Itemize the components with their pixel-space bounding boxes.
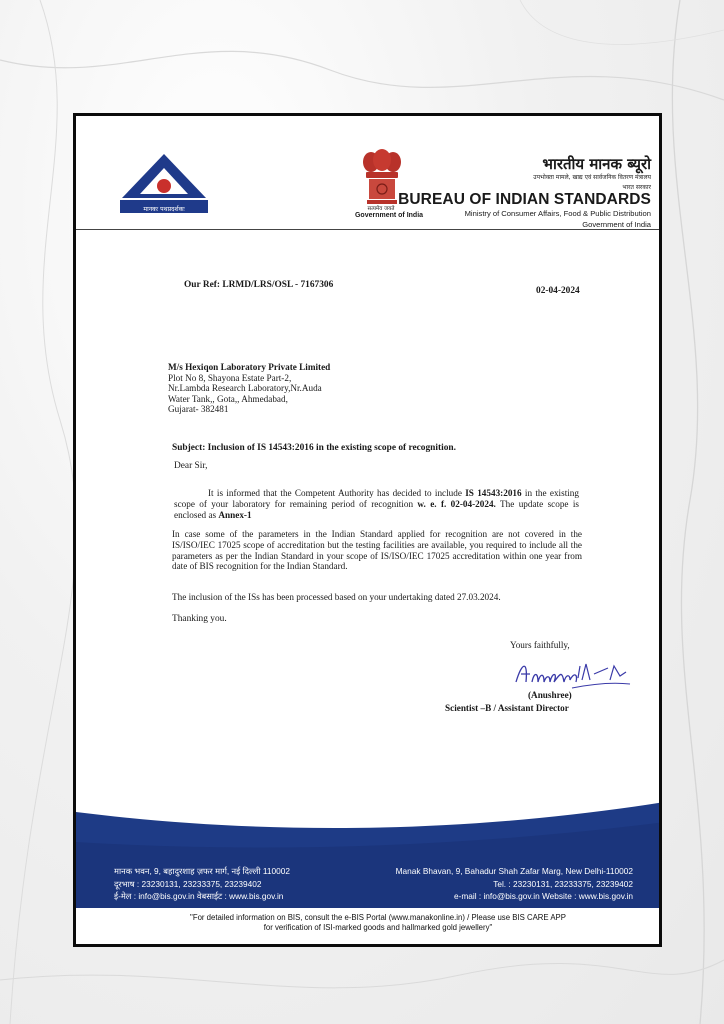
closing: Yours faithfully,: [510, 640, 570, 650]
address-line: Gujarat- 382481: [168, 404, 229, 415]
para1-text: It is informed that the Competent Authority has decided to include: [208, 488, 466, 498]
footer-hindi-phone: दूरभाष : 23230131, 23233375, 23239402: [114, 878, 262, 889]
subject-line: Subject: Inclusion of IS 14543:2016 in the existing scope of recognition.: [172, 443, 456, 453]
footer-note-line: "For detailed information on BIS, consult the e-BIS Portal (www.manakonline.in) / Please use BIS CARE APP: [190, 913, 566, 922]
effective-date: w. e. f. 02-04-2024.: [417, 498, 496, 509]
footer-address: Manak Bhavan, 9, Bahadur Shah Zafar Marg, New Delhi-110002: [395, 866, 633, 876]
annex-reference: Annex-1: [218, 509, 252, 520]
recipient-name: M/s Hexiqon Laboratory Private Limited: [168, 362, 331, 372]
hindi-org-title: भारतीय मानक ब्यूरो: [542, 155, 651, 173]
government-name: Government of India: [582, 220, 651, 229]
signatory-title: Scientist –B / Assistant Director: [445, 703, 569, 713]
thanking-line: Thanking you.: [172, 614, 227, 624]
address-line: Plot No 8, Shayona Estate Part-2,: [168, 372, 292, 383]
letter-page: [73, 113, 662, 947]
body-paragraph-3: The inclusion of the ISs has been processed based on your undertaking dated 27.03.2024.: [172, 592, 501, 602]
hindi-ministry: उपभोक्ता मामले, खाद्य एवं सार्वजनिक वितरण मंत्रालय: [533, 174, 651, 181]
salutation: Dear Sir,: [174, 461, 208, 471]
header-divider: [76, 229, 662, 230]
bis-logo-caption: मानकः पथप्रदर्शकः: [143, 206, 185, 213]
emblem-motto: सत्यमेव जयते: [367, 206, 395, 212]
para1-text: in the existing scope of your laboratory for remaining period of recognition: [174, 488, 579, 509]
body-paragraph-2: In case some of the parameters in the Indian Standard applied for recognition are not covered in the IS/ISO/IEC 17025 scope of accreditation but the testing facilities are available, you required to include all the parameters as per the Indian Standard in your scope of IS/ISO/IEC 17025 accreditation within one year from date of BIS recognition for the Indian Standard.: [172, 529, 582, 572]
recipient-address: [168, 362, 330, 415]
body-paragraph-1: [174, 488, 579, 520]
footer-hindi-contact: [114, 865, 290, 903]
footer-note: [138, 913, 618, 933]
org-name: BUREAU OF INDIAN STANDARDS: [398, 191, 651, 208]
address-line: Water Tank,, Gota,, Ahmedabad,: [168, 393, 288, 404]
footer-hindi-email: ई-मेल : info@bis.gov.in वेबसाईट : www.bis.gov.in: [114, 891, 284, 901]
footer-note-line: for verification of ISI-marked goods and hallmarked gold jewellery": [263, 923, 493, 932]
emblem-caption: Government of India: [354, 212, 424, 219]
footer-hindi-address: मानक भवन, 9, बहादुरशाह ज़फर मार्ग, नई दिल्ली 110002: [114, 866, 290, 876]
signatory-name: (Anushree): [528, 690, 572, 700]
footer-phone: Tel. : 23230131, 23233375, 23239402: [493, 878, 633, 889]
standard-number: IS 14543:2016: [465, 488, 522, 498]
footer-english-contact: [396, 865, 633, 903]
footer-email-website: e-mail : info@bis.gov.in Website : www.bis.gov.in: [453, 891, 633, 901]
para1-text: The update scope is enclosed as: [174, 498, 579, 520]
ministry-name: Ministry of Consumer Affairs, Food & Public Distribution: [464, 209, 651, 218]
letter-date: 02-04-2024: [536, 286, 580, 296]
hindi-government: भारत सरकार: [622, 184, 651, 191]
address-line: Nr.Lambda Research Laboratory,Nr.Auda: [168, 383, 322, 394]
reference-number: Our Ref: LRMD/LRS/OSL - 7167306: [184, 280, 334, 290]
